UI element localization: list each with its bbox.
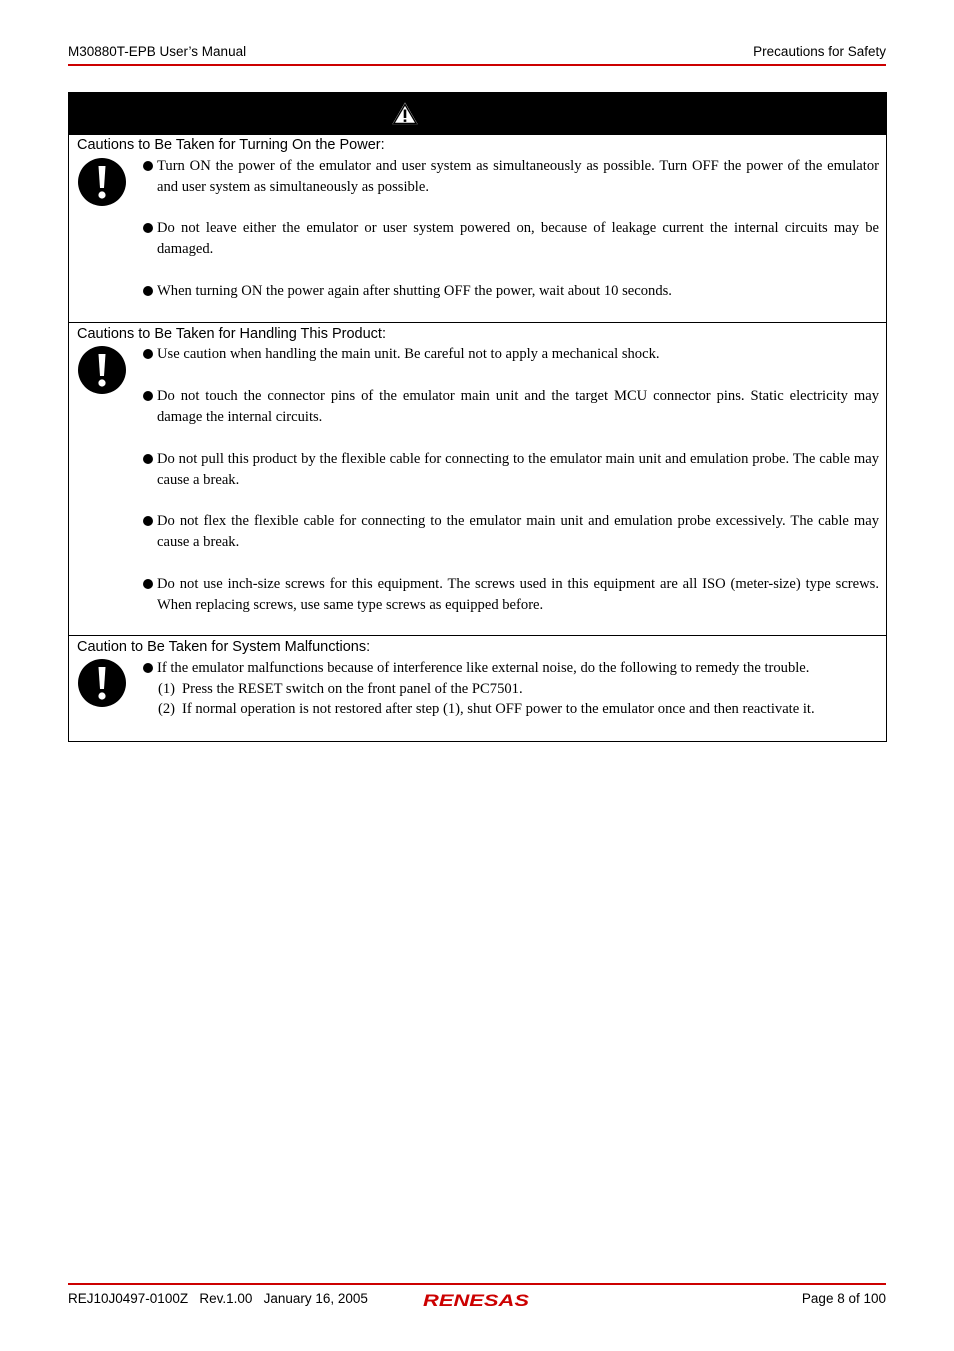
exclamation-circle-icon	[77, 157, 127, 207]
document-id: REJ10J0497-0100Z Rev.1.00 January 16, 2005	[68, 1291, 368, 1306]
bullet-dot	[143, 516, 153, 526]
section-title: Precautions for Safety	[753, 44, 886, 59]
list-item: Do not touch the connector pins of the emulator main unit and the target MCU connector pins. Static electricity may damage the internal circuits.	[143, 386, 879, 428]
caution-bar	[69, 93, 886, 135]
list-item: Do not pull this product by the flexible cable for connecting to the emulator main unit and emulation probe. The cable may cause a break.	[143, 449, 879, 491]
bullet-dot	[143, 391, 153, 401]
list-item: If the emulator malfunctions because of interference like external noise, do the following to remedy the trouble.	[143, 658, 879, 679]
caution-box	[68, 92, 887, 742]
section-title-malfunctions: Caution to Be Taken for System Malfunctions:	[77, 639, 371, 655]
section-divider	[69, 635, 886, 636]
bullet-dot	[143, 161, 153, 171]
header-rule	[68, 64, 886, 66]
exclamation-circle-icon	[77, 658, 127, 708]
bullet-dot	[143, 663, 153, 673]
page-number: Page 8 of 100	[801, 1291, 886, 1306]
list-item: Do not use inch-size screws for this equipment. The screws used in this equipment are all ISO (meter-size) type screws. When replacing screws, use same type screws as equipped before.	[143, 574, 879, 616]
bullet-dot	[143, 349, 153, 359]
bullet-dot	[143, 223, 153, 233]
footer-rule	[68, 1283, 886, 1285]
list-item: When turning ON the power again after shutting OFF the power, wait about 10 seconds.	[143, 281, 879, 302]
step-item: (2) If normal operation is not restored after step (1), shut OFF power to the emulator once and then reactivate it.	[158, 701, 815, 717]
list-item: Do not leave either the emulator or user system powered on, because of leakage current the internal circuits may be damaged.	[143, 218, 879, 260]
step-item: (1) Press the RESET switch on the front panel of the PC7501.	[158, 681, 523, 697]
page-header	[68, 44, 886, 64]
list-item: Do not flex the flexible cable for connecting to the emulator main unit and emulation probe excessively. The cable may cause a break.	[143, 511, 879, 553]
list-item: Turn ON the power of the emulator and user system as simultaneously as possible. Turn OFF the power of the emulator and user system as simultaneously as possible.	[143, 156, 879, 198]
list-item: Use caution when handling the main unit. Be careful not to apply a mechanical shock.	[143, 344, 879, 365]
section-title-power: Cautions to Be Taken for Turning On the Power:	[77, 137, 385, 153]
bullet-dot	[143, 454, 153, 464]
renesas-logo	[421, 1289, 535, 1311]
warning-triangle-icon	[389, 99, 421, 127]
bullet-dot	[143, 286, 153, 296]
svg-text:RENESAS: RENESAS	[423, 1291, 530, 1310]
bullet-dot	[143, 579, 153, 589]
exclamation-circle-icon	[77, 345, 127, 395]
section-divider	[69, 322, 886, 323]
page-footer	[68, 1291, 886, 1311]
section-title-handling: Cautions to Be Taken for Handling This Product:	[77, 326, 386, 342]
manual-title: M30880T-EPB User’s Manual	[68, 44, 247, 59]
